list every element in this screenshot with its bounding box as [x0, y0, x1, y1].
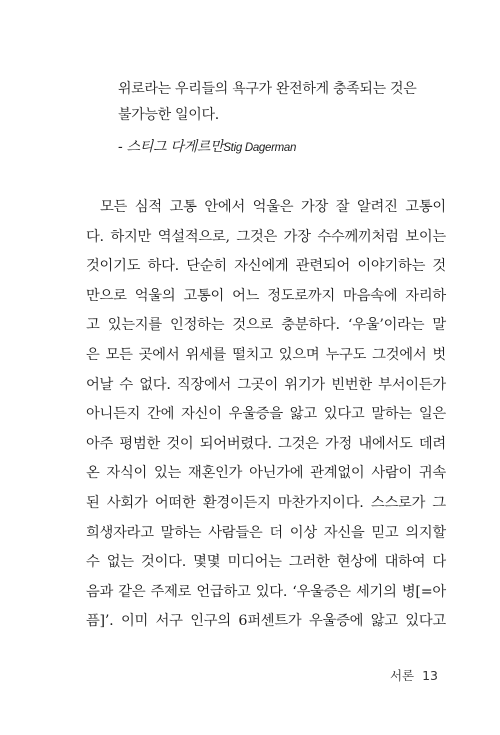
epigraph [118, 76, 458, 159]
body-line: 희생자라고 말하는 사람들은 더 이상 자신을 믿고 의지할 [86, 524, 446, 541]
body-line: 어날 수 없다. 직장에서 그곳이 위기가 빈번한 부서이든가 [86, 376, 446, 393]
page-footer [390, 666, 438, 684]
section-title: 서론 [389, 668, 415, 683]
author-korean-name: - 스티그 다게르만 [118, 139, 224, 155]
body-line: 은 모든 곳에서 위세를 떨치고 있으며 누구도 그것에서 벗 [86, 346, 446, 363]
body-line: 모든 심적 고통 안에서 억울은 가장 잘 알려진 고통이 [100, 199, 446, 215]
body-line: 고 있는지를 인정하는 것으로 충분하다. ‘우울’이라는 말 [86, 317, 446, 334]
body-line: 것이기도 하다. 단순히 자신에게 관련되어 이야기하는 것 [86, 258, 446, 275]
body-line: 아주 평범한 것이 되어버렸다. 그것은 가정 내에서도 데려 [86, 435, 446, 452]
body-line: 수 없는 것이다. 몇몇 미디어는 그러한 현상에 대하여 다 [86, 554, 446, 571]
body-line: 된 사회가 어떠한 환경이든지 마찬가지이다. 스스로가 그 [86, 494, 446, 511]
body-line: 픔]’. 이미 서구 인구의 6퍼센트가 우울증에 앓고 있다고 [86, 613, 446, 630]
author-latin-name: Stig Dagerman [223, 142, 297, 154]
body-line: 아니든지 간에 자신이 우울증을 앓고 있다고 말하는 일은 [86, 406, 446, 423]
epigraph-line-1: 위로라는 우리들의 욕구가 완전하게 충족되는 것은 [118, 81, 417, 97]
body-line: 온 자식이 있는 재혼인가 아닌가에 관계없이 사람이 귀속 [86, 465, 446, 482]
body-paragraph [86, 193, 446, 637]
page-number: 13 [422, 668, 438, 683]
epigraph-attribution [118, 136, 458, 159]
body-line: 다. 하지만 역설적으로, 그것은 가장 수수께끼처럼 보이는 [86, 228, 446, 245]
body-line: 음과 같은 주제로 언급하고 있다. ‘우울증은 세기의 병[=아 [86, 583, 446, 600]
epigraph-line-2: 불가능한 일이다. [118, 107, 219, 123]
body-line: 만으로 억울의 고통이 어느 정도로까지 마음속에 자리하 [86, 287, 446, 304]
